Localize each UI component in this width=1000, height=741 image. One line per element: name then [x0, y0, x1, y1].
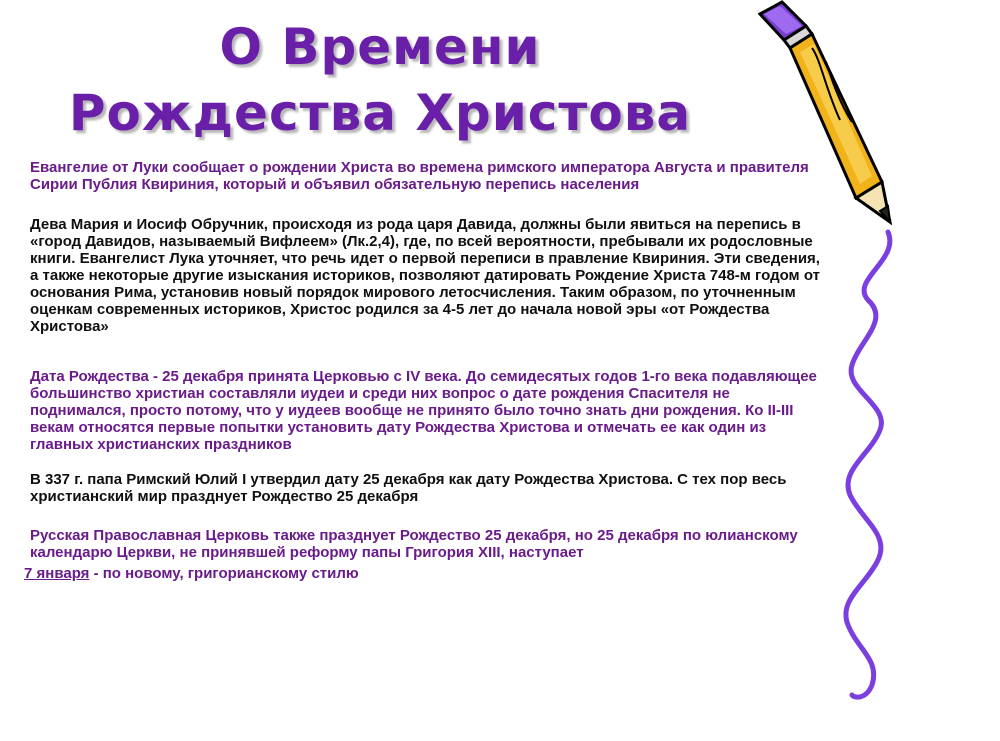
pencil-illustration: [740, 0, 1000, 741]
paragraph-luke: Евангелие от Луки сообщает о рождении Христа во времена римского императора Августа и правителя Сирии Публия Квириния, который и объявил обязательную перепись населения: [30, 159, 809, 193]
slide-title: [60, 14, 700, 146]
paragraph-christmas-date: Дата Рождества - 25 декабря принята Церковью с IV века. До семидесятых годов 1-го века подавляющее большинство христиан составляли иудеи и среди них вопрос о дате рождения Спасителя не поднимался, просто потому, что у иудеев вообще не принято было точно знать дни рождения. Ко II-III векам относятся первые попытки установить дату Рождества Христова и отмечать ее как один из главных христианских праздников: [30, 368, 817, 453]
last-line: [24, 565, 814, 582]
january-7-link[interactable]: 7 января: [24, 565, 90, 582]
pencil-icon: [760, 2, 890, 222]
title-line-1: О Времени: [219, 18, 541, 76]
paragraph-orthodox-church: Русская Православная Церковь также празднует Рождество 25 декабря, но 25 декабря по юлианскому календарю Церкви, не принявшей реформу папы Григория XIII, наступает: [30, 527, 798, 561]
squiggle-line: [846, 232, 890, 697]
paragraph-virgin-mary: Дева Мария и Иосиф Обручник, происходя из рода царя Давида, должны были явиться на перепись в «город Давидов, называемый Вифлеем» (Лк.2,4), где, по всей вероятности, пребывали их родословные книги. Евангелист Лука уточняет, что речь идет о первой переписи в правление Квириния. Эти сведения, а также некоторые другие изыскания историков, позволяют датировать Рождение Христа 748-м годом от основания Рима, установив новый порядок мирового летосчисления. Таким образом, по уточненным оценкам современных историков, Христос родился за 4-5 лет до начала новой эры «от Рождества Христова»: [30, 216, 820, 335]
paragraph-pope-julius: В 337 г. папа Римский Юлий I утвердил дату 25 декабря как дату Рождества Христова. С тех пор весь христианский мир празднует Рождество 25 декабря: [30, 471, 787, 505]
title-line-2: Рождества Христова: [68, 84, 692, 142]
last-line-rest: - по новому, григорианскому стилю: [89, 565, 359, 582]
